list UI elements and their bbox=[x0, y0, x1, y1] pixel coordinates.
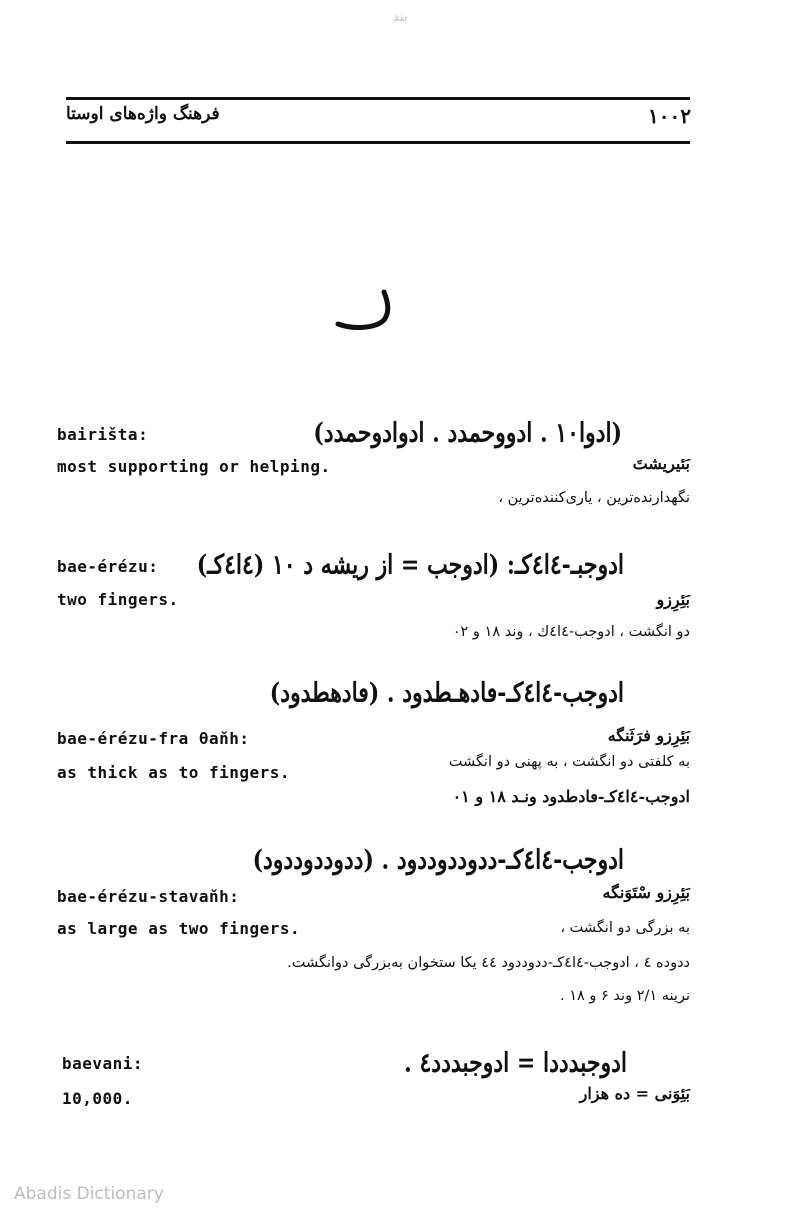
entry-persian-def: ددوده ٤ ، ادوجب-٤ا٤كـ-ددوددود ٤٤ یکا ستخوان به‌بزرگی دوانگشت. bbox=[287, 955, 690, 971]
entry-persian-def: نرینه ۲/۱ وند ۶ و ۱۸ . bbox=[559, 988, 690, 1004]
entry-persian-def: به بزرگی دو انگشت ، bbox=[560, 920, 690, 936]
entry-persian-head: بَئیریشتَ bbox=[632, 454, 690, 473]
entry-avestan: ادوجبدددا = ادوجبددد٤ . bbox=[404, 1047, 627, 1079]
entry-persian-head: بَئِرِزو فرَثَنگه bbox=[607, 726, 690, 745]
header-rule-bottom bbox=[66, 141, 690, 144]
top-label: بند bbox=[392, 10, 408, 25]
page-number: ۱۰۰۲ bbox=[648, 104, 691, 128]
header-rule-top bbox=[66, 97, 690, 100]
entry-english: most supporting or helping. bbox=[57, 457, 331, 476]
entry-persian-def: دو انگشت ، ادوجب-٤ا٤ك ، وند ۱۸ و ۰۲ bbox=[452, 624, 690, 640]
entry-persian-def: ادوجب-٤ا٤كـ-ڡادطدود ونـد ۱۸ و ۰۱ bbox=[452, 787, 690, 806]
entry-avestan: (ادوا۱۰ . ادووحمدد . ادوادوحمدد) bbox=[313, 417, 622, 449]
entry-english: two fingers. bbox=[57, 590, 179, 609]
entry-persian-head: بَئِرِزو سْتَوَنگه bbox=[602, 883, 690, 902]
entry-avestan: ادوجب-٤ا٤كـ-ددوددوددود . (ددوددوددود) bbox=[252, 844, 624, 876]
entry-avestan: ادوجبـ-٤ا٤كـ: (ادوجب = از ریشه د ١٠ (٤ا٤كـ) bbox=[196, 549, 624, 581]
entry-english: as large as two fingers. bbox=[57, 919, 301, 938]
watermark: Abadis Dictionary bbox=[14, 1184, 164, 1204]
entry-english: 10,000. bbox=[62, 1089, 133, 1108]
entry-headword: bae-érézu-stavaňh: bbox=[57, 887, 240, 906]
entry-headword: baevani: bbox=[62, 1054, 144, 1073]
book-title: فرهنگ واژه‌های اوستا bbox=[66, 104, 220, 124]
entry-headword: bae-érézu-fra θaňh: bbox=[57, 729, 250, 748]
entry-avestan: ادوجب-٤ا٤كـ-ڡادهـطدود . (ڡادهطدود) bbox=[269, 677, 624, 709]
entry-persian-def: به کلفتی دو انگشت ، به پهنی دو انگشت bbox=[448, 754, 690, 770]
entry-persian-head: بَئِرِزو bbox=[656, 590, 690, 609]
entry-headword: bae-érézu: bbox=[57, 557, 159, 576]
entry-headword: bairišta: bbox=[57, 425, 149, 444]
entry-english: as thick as to fingers. bbox=[57, 763, 291, 782]
section-letter-glyph bbox=[334, 284, 398, 334]
entry-persian-head: بَئِوَنی = ده هزار bbox=[579, 1084, 690, 1103]
entry-persian-def: نگهدارنده‌ترین ، یاری‌کننده‌ترین ، bbox=[498, 490, 690, 506]
